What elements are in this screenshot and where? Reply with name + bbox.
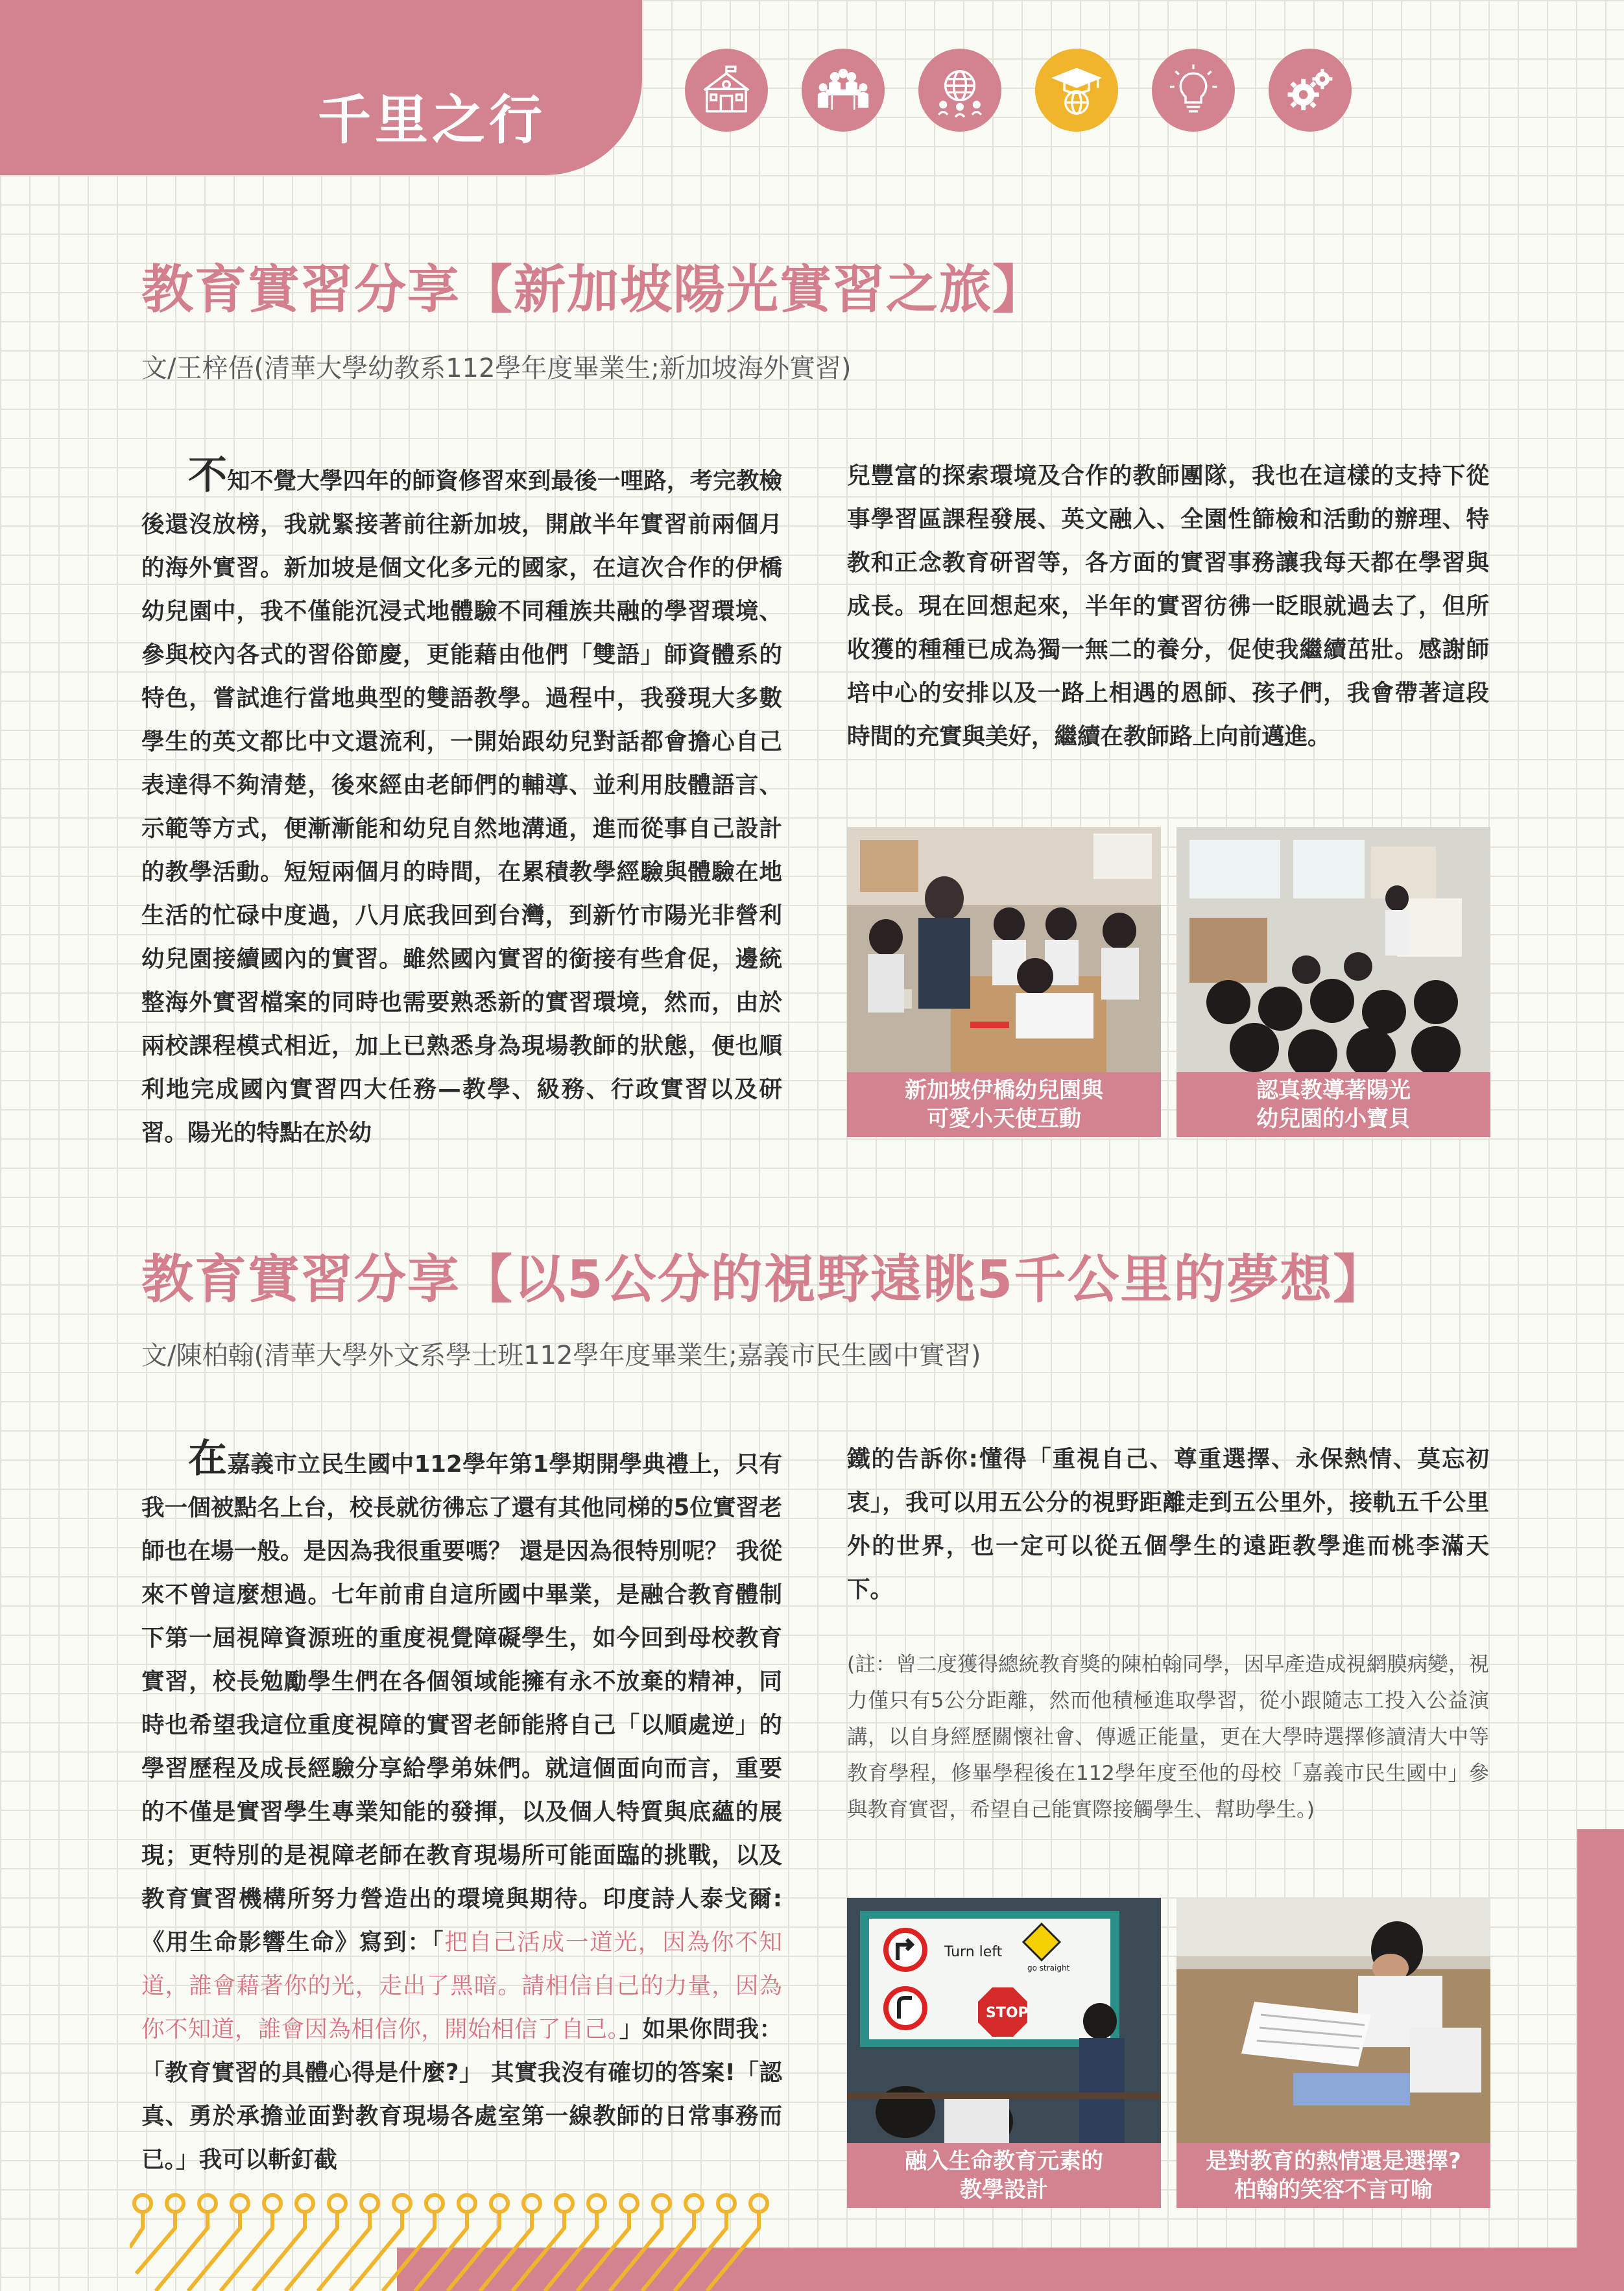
article1-photo-2-caption: [1176, 1072, 1490, 1133]
tagore-quote: 把自己活成一道光，因為你不知道，誰會藉著你的光，走出了黑暗。請相信自己的力量，因為你不知道，誰會因為相信你，開始相信了自己。: [141, 1929, 782, 2043]
gears-icon[interactable]: [1269, 49, 1352, 132]
graduation-globe-icon[interactable]: [1035, 49, 1118, 132]
article1-photo-2: [1176, 827, 1490, 1137]
article1-photo-1: [847, 827, 1161, 1137]
classroom-photo: [1176, 827, 1490, 1072]
caption-line: 融入生命教育元素的: [905, 2148, 1103, 2174]
caption-line: 可愛小天使互動: [927, 1106, 1081, 1132]
article2-title: 教育實習分享【以5公分的視野遠眺5千公里的夢想】: [141, 1249, 1387, 1310]
article1-left-column: [141, 454, 782, 1155]
article2-left-text: 嘉義市立民生國中112學年第1學期開學典禮上，只有我一個被點名上台，校長就彷彿忘了還有其他同梯的5位實習老師也在場一般。是因為我很重要嗎？ 還是因為很特別呢？ 我從來不曾這麼想過。七年前甫自這所國中畢業，是融合教育體制下第一屆視障資源班的重度視覺障礙學生，如今回到母校教育實習，校長勉勵學生們在各個領域能擁有永不放棄的精神，同時也希望我這位重度視障的實習老師能將自己「以順處逆」的學習歷程及成長經驗分享給學弟妹們。就這個面向而言，重要的不僅是實習學生專業知能的發揮，以及個人特質與底蘊的展現；更特別的是視障老師在教育現場所可能面臨的挑戰，以及教育實習機構所努力營造出的環境與期待。印度詩人泰戈爾:《用生命影響生命》寫到：「: [141, 1451, 782, 1956]
globe-people-icon[interactable]: [918, 49, 1001, 132]
student-reading-photo: [1176, 1898, 1490, 2143]
article2-left-text-end: 」如果你問我：「教育實習的具體心得是什麼?」 其實我沒有確切的答案!「認真、勇於承擔並面對教育現場各處室第一線教師的日常事務而已。」我可以斬釘截: [141, 2016, 782, 2173]
caption-line: 新加坡伊橋幼兒園與: [905, 1077, 1103, 1103]
article1-left-text: 知不覺大學四年的師資修習來到最後一哩路，考完教檢後還沒放榜，我就緊接著前往新加坡，開啟半年實習前兩個月的海外實習。新加坡是個文化多元的國家，在這次合作的伊橋幼兒園中，我不僅能沉浸式地體驗不同種族共融的學習環境、參與校內各式的習俗節慶，更能藉由他們「雙語」師資體系的特色，嘗試進行當地典型的雙語教學。過程中，我發現大多數學生的英文都比中文還流利，一開始跟幼兒對話都會擔心自己表達得不夠清楚，後來經由老師們的輔導、並利用肢體語言、示範等方式，便漸漸能和幼兒自然地溝通，進而從事自己設計的教學活動。短短兩個月的時間，在累積教學經驗與體驗在地生活的忙碌中度過，八月底我回到台灣，到新竹市陽光非營利幼兒園接續國內的實習。雖然國內實習的銜接有些倉促，邊統整海外實習檔案的同時也需要熟悉新的實習環境，然而，由於兩校課程模式相近，加上已熟悉身為現場教師的狀態，便也順利地完成國內實習四大任務—教學、級務、行政實習以及研習。陽光的特點在於幼: [141, 468, 782, 1146]
article1-title: 教育實習分享【新加坡陽光實習之旅】: [141, 259, 1045, 320]
lightbulb-icon[interactable]: [1152, 49, 1235, 132]
caption-line: 柏翰的笑容不言可喻: [1234, 2177, 1433, 2203]
school-icon[interactable]: [685, 49, 768, 132]
article2-photo-2: [1176, 1898, 1490, 2208]
article2-right-column: [847, 1437, 1489, 1611]
decorative-side-bar: [1577, 1829, 1624, 2291]
article1-byline: 文/王梓俉(清華大學幼教系112學年度畢業生;新加坡海外實習): [141, 354, 852, 383]
screen-text-turn-left: Turn left: [944, 1944, 1003, 1960]
caption-line: 是對教育的熱情還是選擇?: [1206, 2148, 1461, 2174]
article2-photo-1-caption: [847, 2143, 1161, 2204]
article2-left-column: [141, 1437, 782, 2181]
caption-line: 認真教導著陽光: [1256, 1077, 1411, 1103]
article1-right-text: 兒豐富的探索環境及合作的教師團隊，我也在這樣的支持下從事學習區課程發展、英文融入、全園性篩檢和活動的辦理、特教和正念教育研習等，各方面的實習事務讓我每天都在學習與成長。現在回想起來，半年的實習彷彿一眨眼就過去了，但所收獲的種種已成為獨一無二的養分，促使我繼續茁壯。感謝師培中心的安排以及一路上相遇的恩師、孩子們，我會帶著這段時間的充實與美好，繼續在教師路上向前邁進。: [847, 462, 1489, 750]
article1-dropcap: 不: [188, 453, 228, 498]
screen-text-go-straight: go straight: [1027, 1963, 1070, 1973]
article2-right-text: 鐵的告訴你:懂得「重視自己、尊重選擇、永保熱情、莫忘初衷」，我可以用五公分的視野距離走到五公里外，接軌五千公里外的世界，也一定可以從五個學生的遠距教學進而桃李滿天下。: [847, 1446, 1489, 1603]
article2-photo-2-caption: [1176, 2143, 1490, 2204]
caption-line: 教學設計: [960, 2177, 1048, 2203]
caption-line: 幼兒園的小寶貝: [1256, 1106, 1411, 1132]
article2-photo-1: [847, 1898, 1161, 2208]
screen-text-stop: STOP: [986, 2005, 1029, 2021]
article2-dropcap: 在: [188, 1436, 228, 1481]
article2-note: (註：曾二度獲得總統教育獎的陳柏翰同學，因早產造成視網膜病變，視力僅只有5公分距離，然而他積極進取學習，從小跟隨志工投入公益演講，以自身經歷關懷社會、傳遞正能量，更在大學時選擇修讀清大中等教育學程，修畢學程後在112學年度至他的母校「嘉義市民生國中」參與教育實習，希望自己能實際接觸學生、幫助學生。): [847, 1653, 1489, 1821]
article2-byline: 文/陳柏翰(清華大學外文系學士班112學年度畢業生;嘉義市民生國中實習): [141, 1341, 981, 1371]
classroom-photo: [847, 827, 1161, 1072]
classroom-screen-photo: [847, 1898, 1161, 2143]
circuit-decoration: [130, 2189, 811, 2291]
section-title: 千里之行: [318, 90, 547, 151]
article1-right-column: [847, 454, 1489, 758]
article1-photo-1-caption: [847, 1072, 1161, 1133]
meeting-icon[interactable]: [802, 49, 885, 132]
